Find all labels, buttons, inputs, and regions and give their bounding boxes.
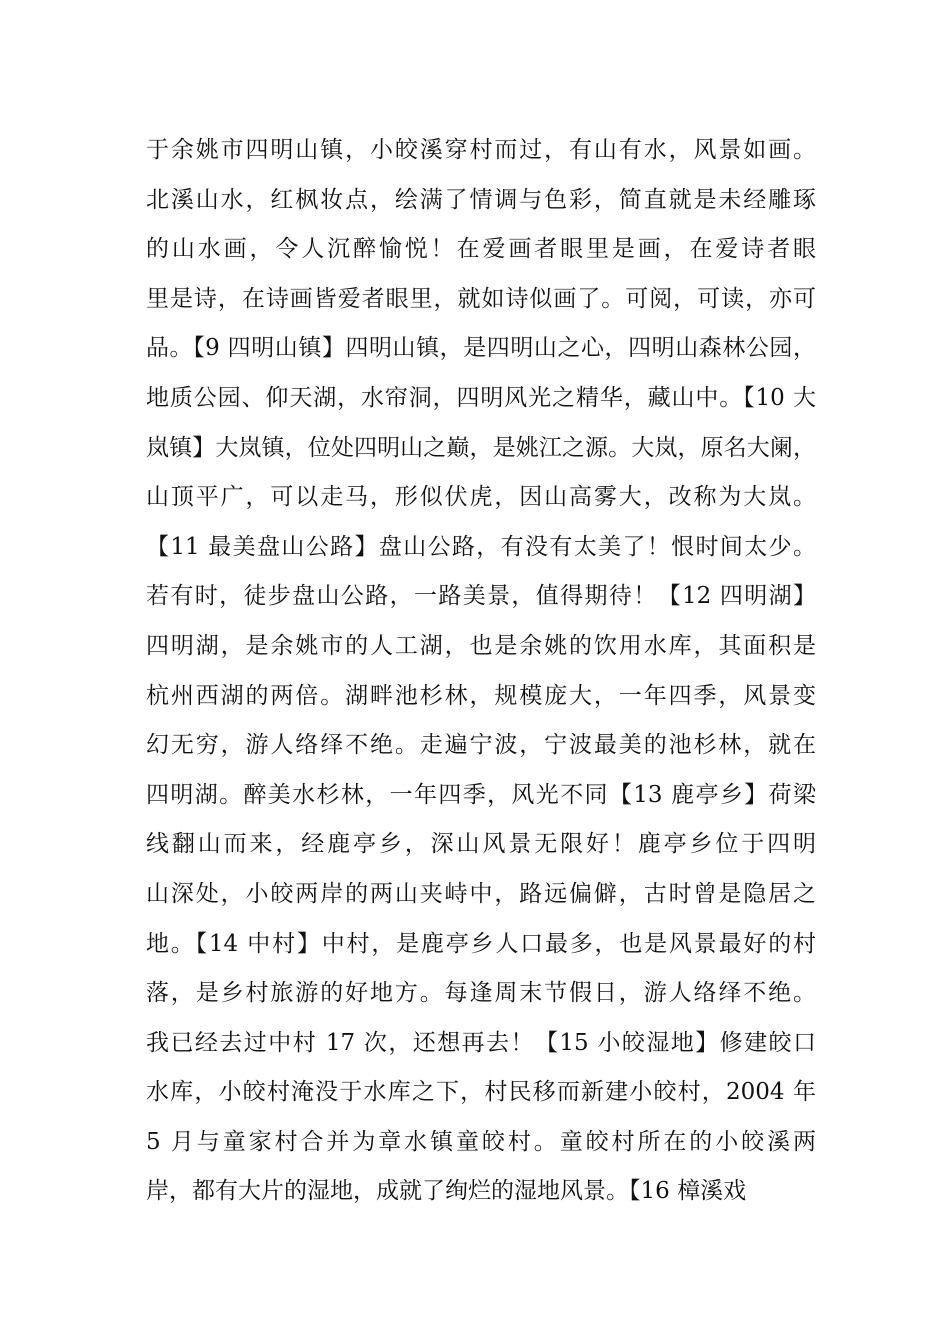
text-line-1: 于余姚市四明山镇，小皎溪穿村而过，有山有水，风景如画。 — [146, 137, 816, 163]
text-line-7: 岚镇】大岚镇，位处四明山之巅，是姚江之源。大岚，原名大阑， — [146, 434, 816, 461]
text-line-3: 的山水画，令人沉醉愉悦！在爱画者眼里是画，在爱诗者眼 — [146, 236, 816, 263]
text-line-18: 落，是乡村旅游的好地方。每逢周末节假日，游人络绎不绝。 — [146, 980, 816, 1007]
text-line-12: 杭州西湖的两倍。湖畔池杉林，规模庞大，一年四季，风景变 — [146, 682, 816, 709]
text-line-15: 线翻山而来，经鹿亭乡，深山风景无限好！鹿亭乡位于四明 — [146, 831, 816, 858]
text-line-17: 地。【14 中村】中村，是鹿亭乡人口最多，也是风景最好的村 — [146, 930, 816, 957]
text-line-2: 北溪山水，红枫妆点，绘满了情调与色彩，简直就是未经雕琢 — [146, 186, 816, 213]
text-line-8: 山顶平广，可以走马，形似伏虎，因山高雾大，改称为大岚。 — [146, 484, 816, 511]
body-text — [146, 126, 816, 1217]
text-line-9: 【11 最美盘山公路】盘山公路，有没有太美了！恨时间太少。 — [146, 533, 816, 560]
text-line-4: 里是诗，在诗画皆爱者眼里，就如诗似画了。可阅，可读，亦可 — [146, 285, 816, 312]
text-line-21: 5 月与童家村合并为章水镇童皎村。童皎村所在的小皎溪两 — [146, 1128, 816, 1155]
text-line-22: 岸，都有大片的湿地，成就了绚烂的湿地风景。【16 樟溪戏 — [146, 1178, 747, 1205]
text-line-16: 山深处，小皎两岸的两山夹峙中，路远偏僻，古时曾是隐居之 — [146, 880, 816, 907]
text-line-19: 我已经去过中村 17 次，还想再去！【15 小皎湿地】修建皎口 — [146, 1029, 816, 1056]
text-line-11: 四明湖，是余姚市的人工湖，也是余姚的饮用水库，其面积是 — [146, 632, 816, 659]
text-line-5: 品。【9 四明山镇】四明山镇，是四明山之心，四明山森林公园， — [146, 335, 816, 362]
text-line-6: 地质公园、仰天湖，水帘洞，四明风光之精华，藏山中。【10 大 — [146, 384, 816, 411]
text-line-10: 若有时，徒步盘山公路，一路美景，值得期待！【12 四明湖】 — [146, 583, 816, 610]
text-line-14: 四明湖。醉美水杉林，一年四季，风光不同【13 鹿亭乡】荷梁 — [146, 781, 816, 808]
text-line-13: 幻无穷，游人络绎不绝。走遍宁波，宁波最美的池杉林，就在 — [146, 732, 816, 759]
text-line-20: 水库，小皎村淹没于水库之下，村民移而新建小皎村，2004 年 — [146, 1079, 816, 1106]
